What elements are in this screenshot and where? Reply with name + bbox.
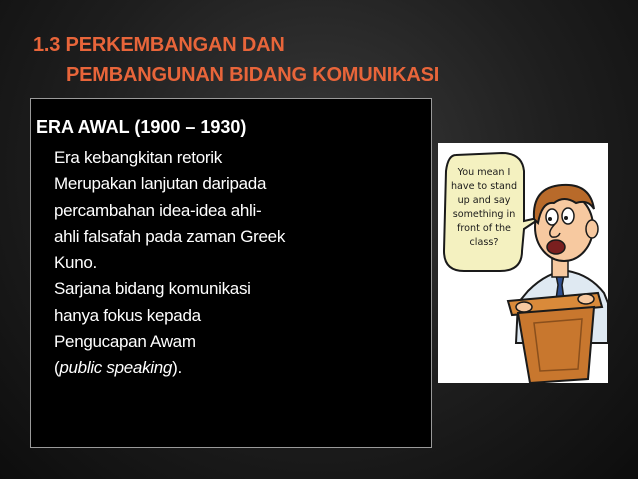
paren-close: ). <box>172 358 182 378</box>
body-line: percambahan idea-idea ahli- <box>54 200 262 220</box>
speech-text: class? <box>469 237 499 248</box>
speech-text: up and say <box>457 195 511 206</box>
body-line: Kuno. <box>54 253 97 273</box>
slide-title <box>33 30 439 90</box>
mouth-shape <box>547 240 565 254</box>
content-box <box>30 98 432 448</box>
speech-text: have to stand <box>450 181 518 192</box>
hand-left <box>516 302 532 312</box>
speech-text: You mean I <box>457 167 511 178</box>
body-line: ahli falsafah pada zaman Greek <box>54 226 286 246</box>
paren-open: ( <box>54 358 60 378</box>
body-line: Era kebangkitan retorik <box>54 148 222 167</box>
cartoon-picture <box>438 143 608 383</box>
section-heading: ERA AWAL (1900 – 1930) <box>36 117 247 137</box>
pupil-right <box>564 216 568 220</box>
slide-title-line2: PEMBANGUNAN BIDANG KOMUNIKASI <box>66 64 440 86</box>
cartoon-illustration <box>438 143 608 383</box>
body-line: Sarjana bidang komunikasi <box>54 279 251 299</box>
eye-right <box>562 208 574 224</box>
speech-text: front of the <box>457 223 511 234</box>
body-text <box>54 145 285 382</box>
body-line: Pengucapan Awam <box>54 332 196 352</box>
ear-shape <box>586 220 598 238</box>
eye-left <box>546 209 558 225</box>
slide-title-line1: 1.3 PERKEMBANGAN DAN <box>33 34 285 56</box>
italic-term: public speaking <box>59 358 173 378</box>
speech-text: something in <box>452 209 516 220</box>
body-line: hanya fokus kepada <box>54 305 201 325</box>
pupil-left <box>548 217 552 221</box>
body-line-last <box>54 355 285 381</box>
hand-right <box>578 294 594 304</box>
body-line: Merupakan lanjutan daripada <box>54 174 267 194</box>
